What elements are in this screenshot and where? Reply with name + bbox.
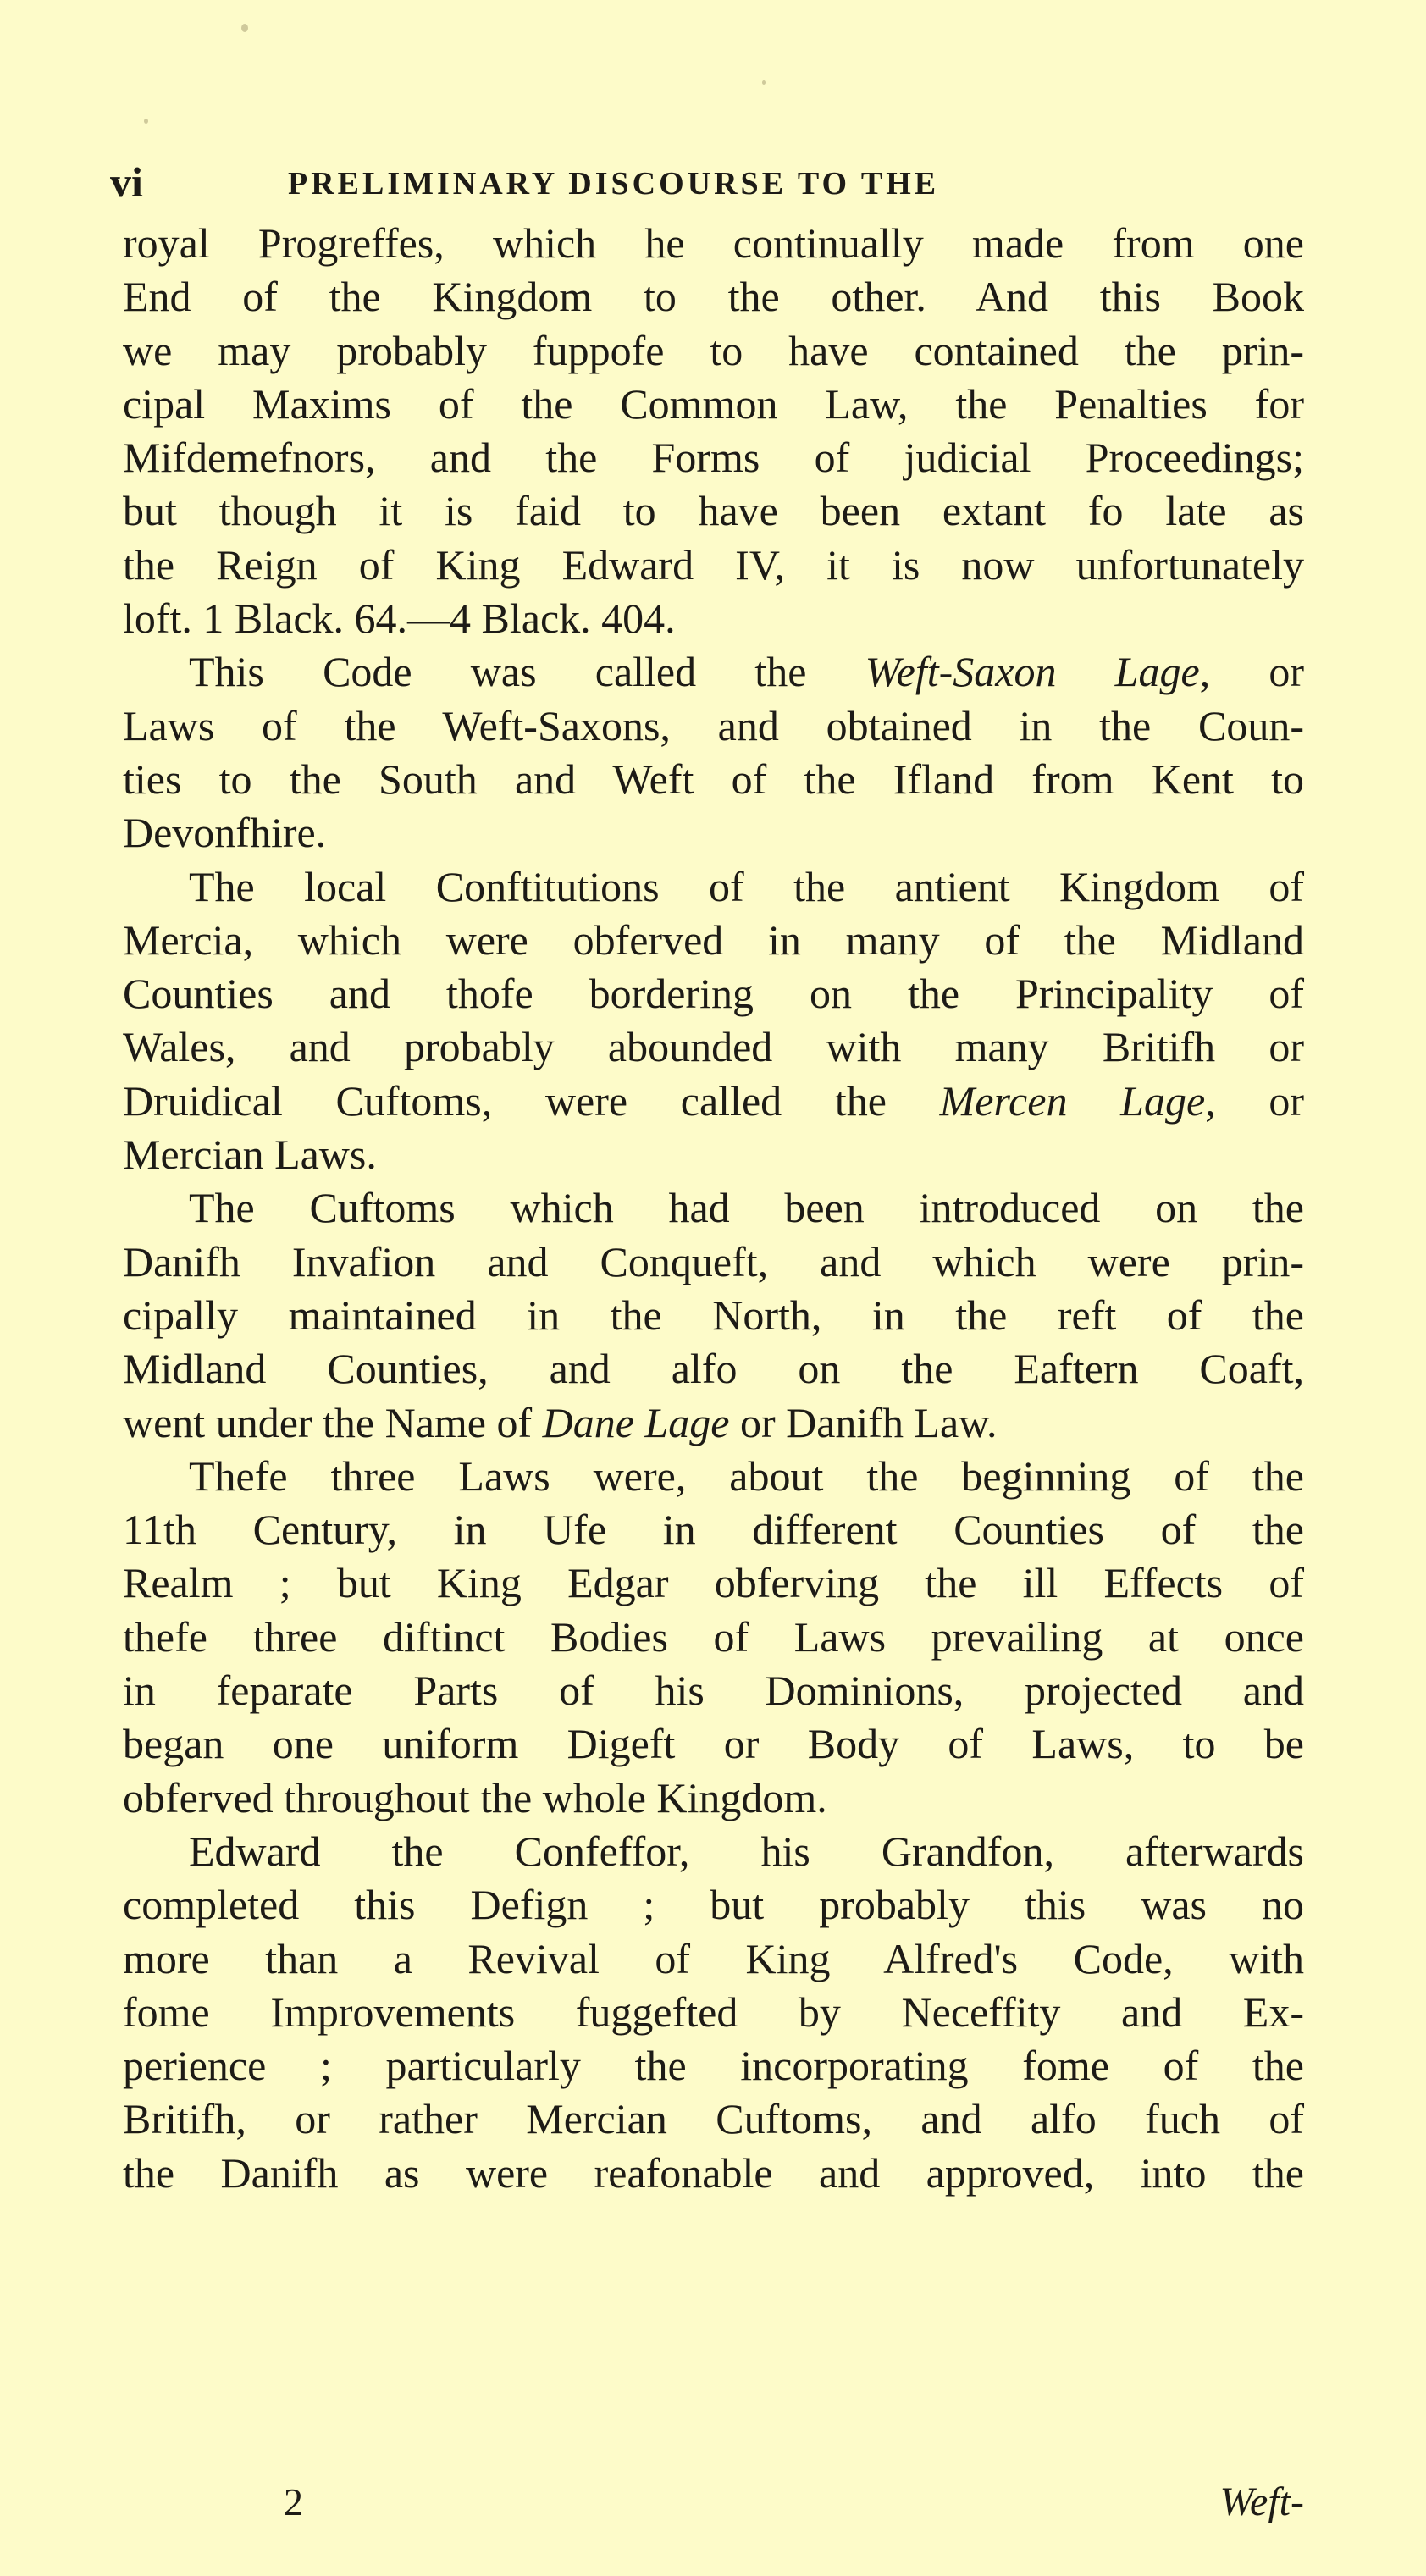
text-line: Edward the Confeffor, his Grandfon, afterwards xyxy=(189,1827,1304,1875)
running-head: PRELIMINARY DISCOURSE TO THE xyxy=(288,166,940,202)
text-line: The local Conftitutions of the antient Kingdom of xyxy=(189,862,1304,910)
text-line: Mercian Laws. xyxy=(123,1130,377,1179)
text-line: the Danifh as were reafonable and approved, into the xyxy=(123,2148,1304,2197)
text-line: thefe three diftinct Bodies of Laws prevailing at once xyxy=(123,1612,1304,1661)
text-line: Realm ; but King Edgar obferving the ill Effects of xyxy=(123,1559,1304,1607)
catchword: Weft- xyxy=(1219,2479,1304,2524)
text-line: Laws of the Weft-Saxons, and obtained in the Coun- xyxy=(123,701,1304,749)
text-run: This Code was called the xyxy=(189,648,865,696)
page-header xyxy=(110,157,1313,207)
text-line: 11th Century, in Ufe in different Counties of the xyxy=(123,1506,1304,1554)
signature-mark: 2 xyxy=(284,2480,303,2523)
paper-speck xyxy=(144,119,148,124)
italic-phrase: Mercen Lage xyxy=(939,1076,1206,1125)
text-line: cipally maintained in the North, in the reft of the xyxy=(123,1291,1304,1339)
text-line: completed this Defign ; but probably this was no xyxy=(123,1881,1304,1929)
italic-phrase: Weft-Saxon Lage xyxy=(865,648,1200,696)
text-line: Mercia, which were obferved in many of the Midland xyxy=(123,915,1304,964)
text-line: fome Improvements fuggefted by Neceffity and Ex- xyxy=(123,1987,1304,2036)
text-line: more than a Revival of King Alfred's Code, with xyxy=(123,1934,1304,1982)
text-line: in feparate Parts of his Dominions, projected and xyxy=(123,1667,1304,1715)
text-line: began one uniform Digeft or Body of Laws, to be xyxy=(123,1720,1304,1768)
text-line xyxy=(123,1396,1304,1450)
text-line: cipal Maxims of the Common Law, the Penalties for xyxy=(123,379,1304,428)
text-line: we may probably fuppofe to have contained the prin- xyxy=(123,326,1304,374)
text-line: ties to the South and Weft of the Ifland from Kent to xyxy=(123,755,1304,803)
text-line xyxy=(123,645,1304,699)
page-footer xyxy=(123,2473,1304,2532)
text-line: The Cuftoms which had been introduced on the xyxy=(189,1184,1304,1232)
text-line: Devonfhire. xyxy=(123,809,327,857)
text-run: , or xyxy=(1199,648,1304,696)
text-line: obferved throughout the whole Kingdom. xyxy=(123,1773,827,1821)
text-run: went under the Name of xyxy=(123,1398,543,1446)
text-line: Counties and thofe bordering on the Principality of xyxy=(123,970,1304,1018)
text-line: End of the Kingdom to the other. And this Book xyxy=(123,273,1304,321)
text-line: Midland Counties, and alfo on the Eaftern Coaft, xyxy=(123,1345,1304,1393)
text-line: Mifdemefnors, and the Forms of judicial Proceedings; xyxy=(123,434,1304,482)
text-line: loft. 1 Black. 64.—4 Black. 404. xyxy=(123,594,676,643)
text-run: , or xyxy=(1205,1076,1304,1125)
text-line: the Reign of King Edward IV, it is now unfortunately xyxy=(123,540,1304,589)
body-text xyxy=(123,217,1304,2200)
text-run: or Danifh Law. xyxy=(729,1398,998,1446)
page-number: vi xyxy=(110,158,143,206)
text-line xyxy=(123,1075,1304,1128)
text-line: royal Progreffes, which he continually made from one xyxy=(123,219,1304,267)
text-line: Britifh, or rather Mercian Cuftoms, and alfo fuch of xyxy=(123,2095,1304,2143)
text-line: Thefe three Laws were, about the beginning of the xyxy=(189,1451,1304,1500)
text-line: but though it is faid to have been extant fo late as xyxy=(123,487,1304,535)
text-line: Danifh Invafion and Conqueft, and which were prin- xyxy=(123,1237,1304,1285)
paper-speck xyxy=(241,24,248,32)
italic-phrase: Dane Lage xyxy=(542,1398,730,1446)
paper-speck xyxy=(762,80,766,85)
text-line: Wales, and probably abounded with many Britifh or xyxy=(123,1023,1304,1071)
text-run: Druidical Cuftoms, were called the xyxy=(123,1076,940,1125)
text-line: perience ; particularly the incorporating fome of the xyxy=(123,2042,1304,2090)
